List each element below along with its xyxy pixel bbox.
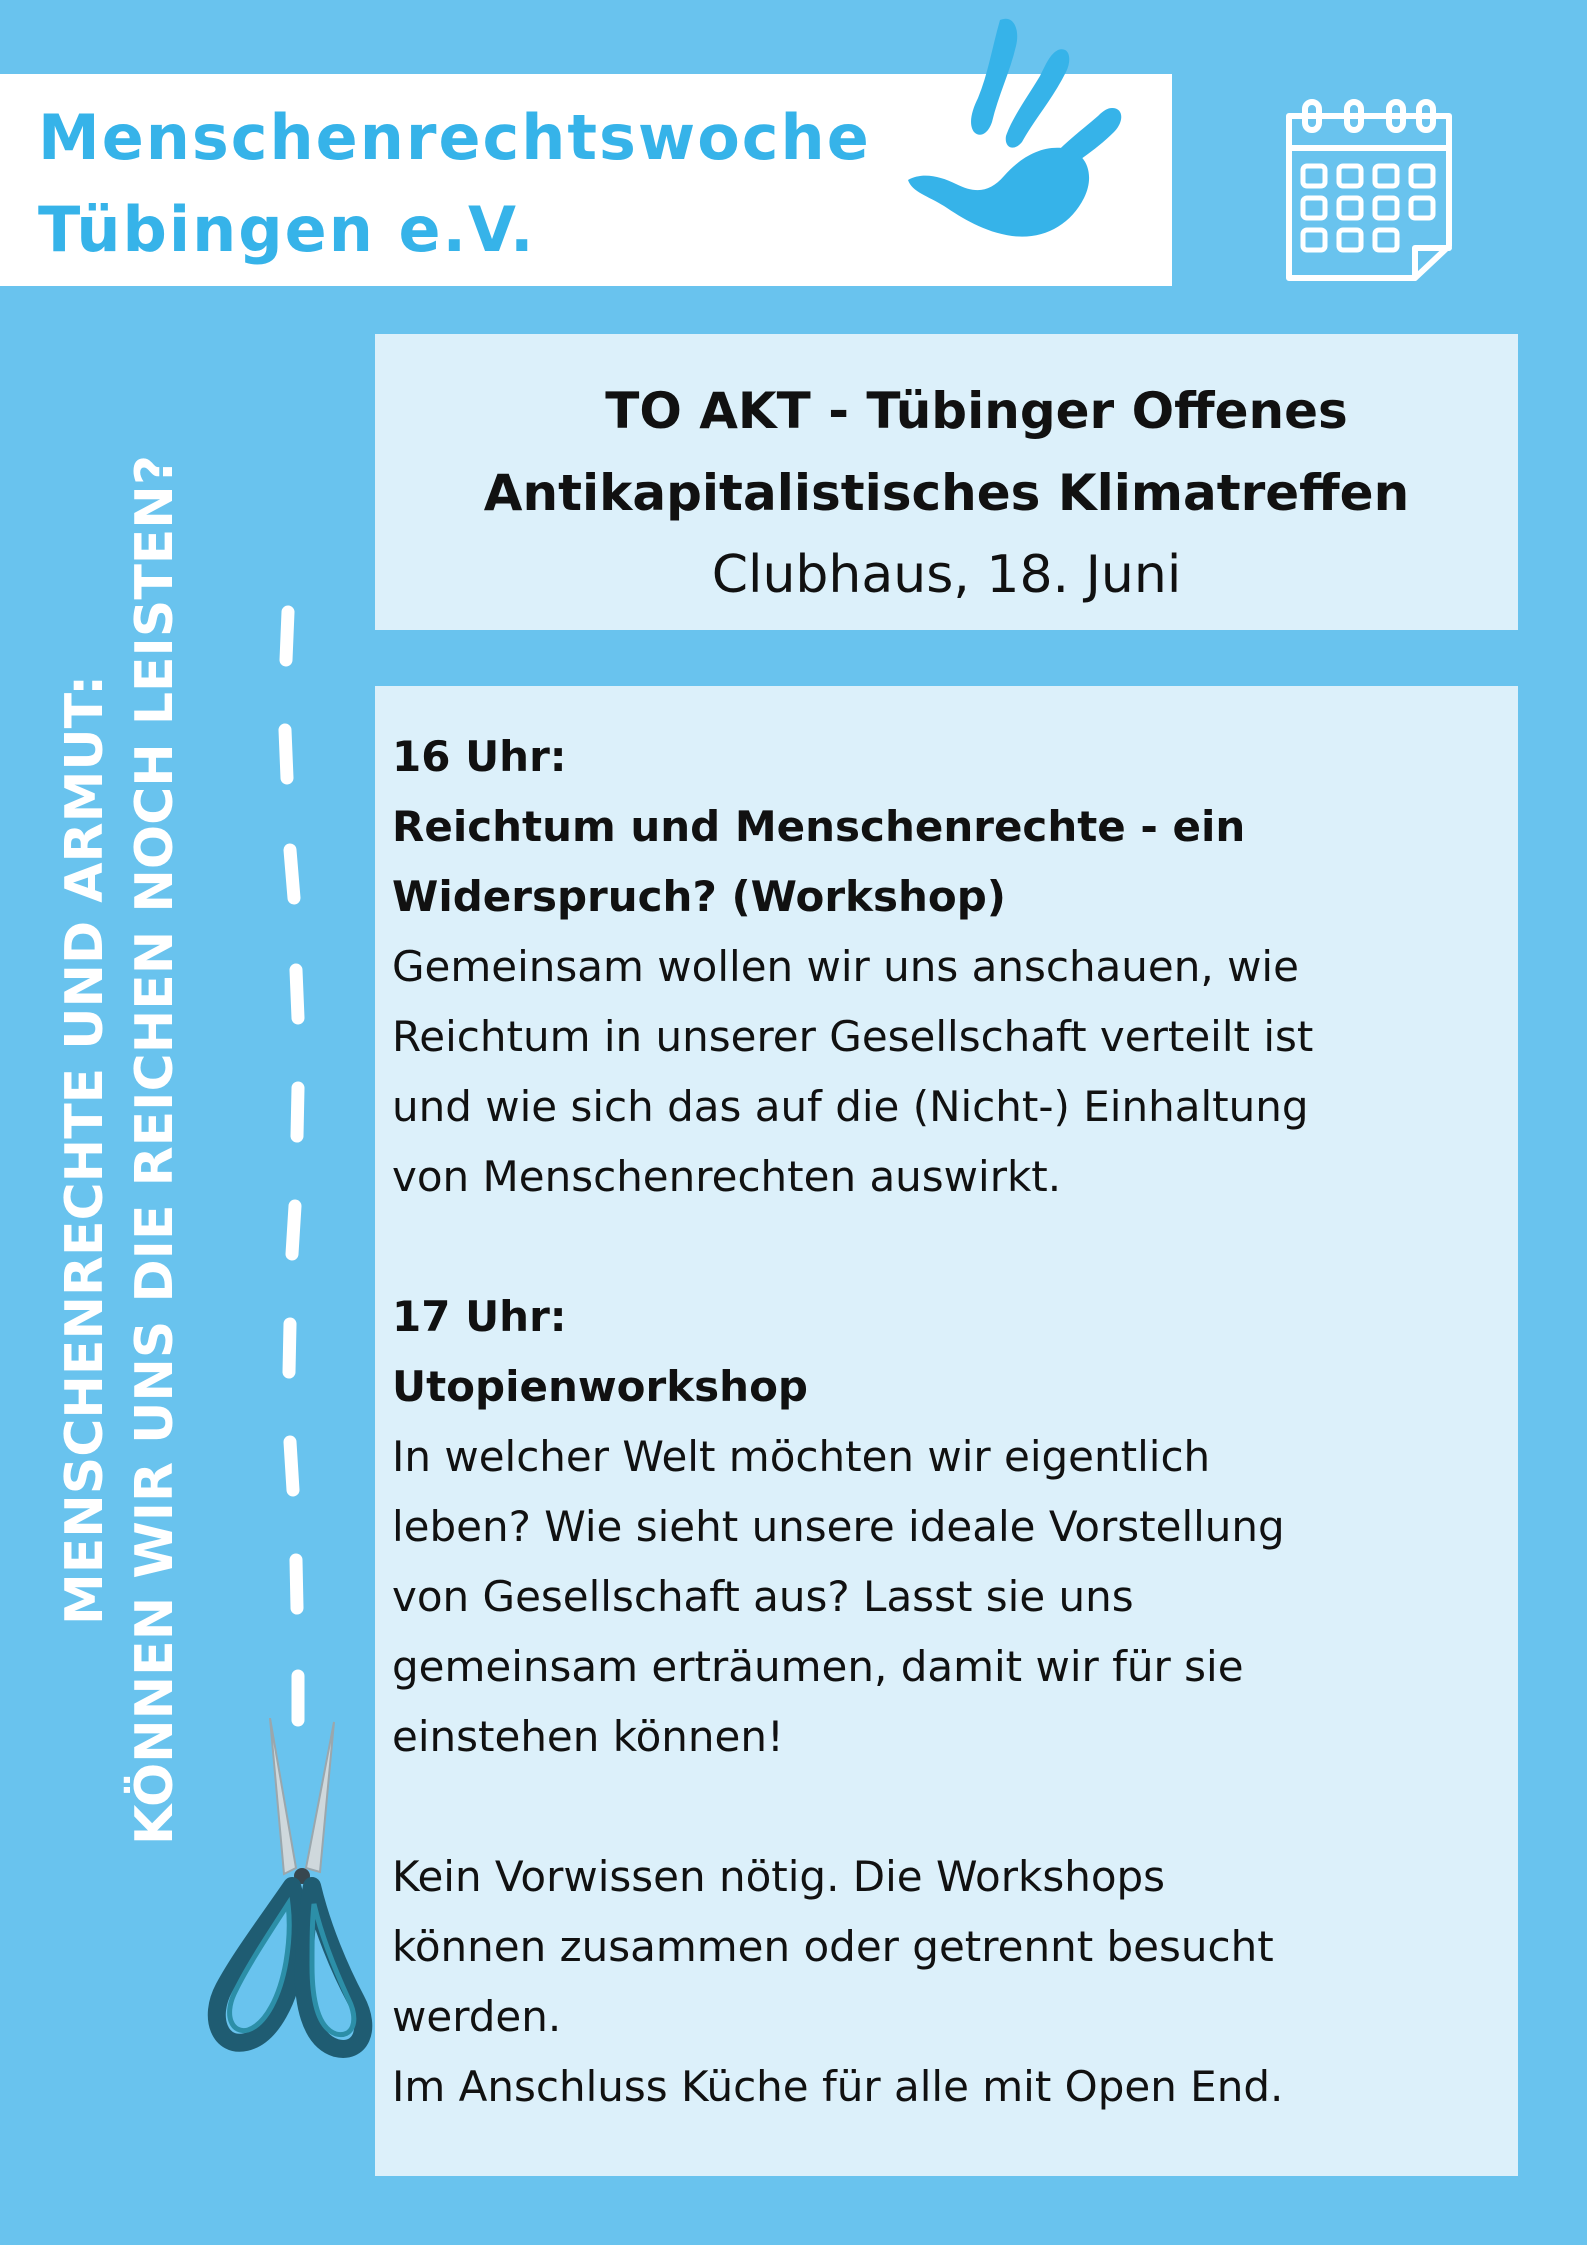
organization-name-line2: Tübingen e.V. xyxy=(38,193,536,266)
session1-desc-line: von Menschenrechten auswirkt. xyxy=(392,1152,1062,1201)
event-title-line2: Antikapitalistisches Klimatreffen xyxy=(483,464,1410,522)
session2-title: Utopienworkshop xyxy=(392,1362,809,1411)
session1-desc-line: Reichtum in unserer Gesellschaft verteilt ist xyxy=(392,1012,1314,1061)
event-location-date: Clubhaus, 18. Juni xyxy=(711,545,1182,605)
session1-desc-line: und wie sich das auf die (Nicht-) Einhaltung xyxy=(392,1082,1309,1131)
session1-desc-line: Gemeinsam wollen wir uns anschauen, wie xyxy=(392,942,1299,991)
notes-line: können zusammen oder getrennt besucht xyxy=(392,1922,1274,1971)
side-slogan xyxy=(50,370,210,1930)
side-slogan-line2: KÖNNEN WIR UNS DIE REICHEN NOCH LEISTEN? xyxy=(125,455,185,1846)
event-title xyxy=(375,370,1518,534)
dashed-cut-line xyxy=(268,600,328,1730)
session2-desc-line: einstehen können! xyxy=(392,1712,784,1761)
notes-line: werden. xyxy=(392,1992,562,2041)
session2-desc-line: gemeinsam erträumen, damit wir für sie xyxy=(392,1642,1244,1691)
session2-desc-line: leben? Wie sieht unsere ideale Vorstellung xyxy=(392,1502,1285,1551)
session2-desc-line: von Gesellschaft aus? Lasst sie uns xyxy=(392,1572,1134,1621)
spacer xyxy=(392,1212,1508,1282)
session1-title-line2: Widerspruch? (Workshop) xyxy=(392,872,1006,921)
organization-name-line1: Menschenrechtswoche xyxy=(38,101,871,174)
program-box xyxy=(375,686,1518,2176)
session2-desc-line: In welcher Welt möchten wir eigentlich xyxy=(392,1432,1211,1481)
session1-time: 16 Uhr: xyxy=(392,732,567,781)
calendar-icon xyxy=(1283,96,1455,282)
raised-hand-logo xyxy=(900,14,1150,264)
scissors-icon xyxy=(200,1718,390,2058)
spacer xyxy=(392,1772,1508,1842)
organization-name xyxy=(38,92,871,276)
session2-time: 17 Uhr: xyxy=(392,1292,567,1341)
event-title-line1: TO AKT - Tübinger Offenes xyxy=(605,382,1348,440)
side-slogan-line1: MENSCHENRECHTE UND ARMUT: xyxy=(55,675,115,1625)
notes-line: Kein Vorwissen nötig. Die Workshops xyxy=(392,1852,1166,1901)
session1-title-line1: Reichtum und Menschenrechte - ein xyxy=(392,802,1246,851)
event-title-box xyxy=(375,334,1518,630)
notes-line: Im Anschluss Küche für alle mit Open End. xyxy=(392,2062,1284,2111)
